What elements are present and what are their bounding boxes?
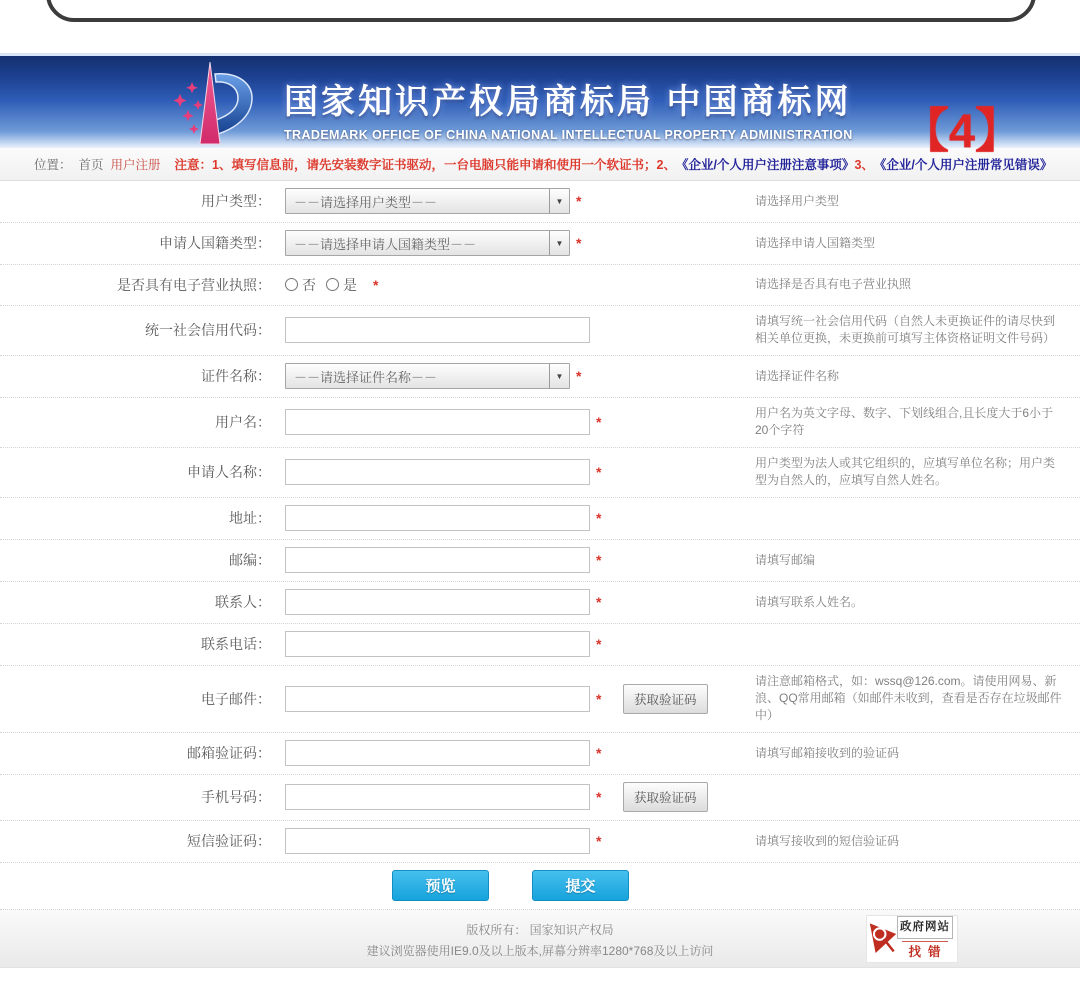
chevron-down-icon: ▼ [549,189,569,213]
ebl-hint: 请选择是否具有电子营业执照 [755,277,912,291]
mobile-input[interactable] [285,784,590,810]
username-hint: 用户名为英文字母、数字、下划线组合,且长度大于6小于20个字符 [755,406,1054,437]
email-input[interactable] [285,686,590,712]
nationality-type-select[interactable] [285,230,570,256]
common-errors-link[interactable]: 《企业/个人用户注册常见错误》 [873,158,1053,172]
required-star: * [596,594,602,610]
trademark-office-logo-icon [166,60,258,146]
form-actions [0,863,1080,910]
contact-phone-label: 联系电话： [201,636,271,652]
contact-person-label: 联系人： [215,594,271,610]
form-row-email [0,666,1080,733]
badge-find-error-label: 找错 [902,941,947,963]
applicant-name-label: 申请人名称： [187,464,271,480]
address-label: 地址： [229,510,271,526]
preview-button[interactable]: 预览 [392,870,489,901]
gov-error-report-badge[interactable] [866,915,958,963]
form-row-email-code [0,733,1080,775]
sms-code-label: 短信验证码： [187,833,271,849]
required-star: * [596,833,602,849]
browser-advice-text: 建议浏览器使用IE9.0及以上版本,屏幕分辨率1280*768及以上访问 [366,944,714,958]
form-row-credit-code [0,306,1080,356]
registration-notes-link[interactable]: 《企业/个人用户注册注意事项》 [675,158,855,172]
cert-name-label: 证件名称： [201,368,271,384]
user-type-label: 用户类型： [201,193,271,209]
form-row-mobile [0,775,1080,821]
required-star: * [596,789,602,805]
contact-person-hint: 请填写联系人姓名。 [755,594,864,609]
site-banner [0,56,1080,157]
footer [0,910,1080,968]
required-star: * [596,464,602,480]
nationality-type-label: 申请人国籍类型： [159,235,271,251]
postcode-input[interactable] [285,547,590,573]
ebl-radio-yes-label: 是 [343,276,357,293]
required-star: * [596,636,602,652]
contact-phone-input[interactable] [285,631,590,657]
nationality-type-select-value: －－请选择申请人国籍类型－－ [294,236,477,252]
page-subtitle: TRADEMARK OFFICE OF CHINA NATIONAL INTELLECTUAL PROPERTY ADMINISTRATION [284,128,853,142]
ebl-radio-yes[interactable] [326,278,339,291]
cert-name-hint: 请选择证件名称 [755,368,840,383]
ebl-label: 是否具有电子营业执照： [117,276,271,293]
get-sms-code-button[interactable]: 获取验证码 [623,782,708,812]
email-hint: 请注意邮箱格式，如：wssq@126.com。请使用网易、新浪、QQ常用邮箱（如邮件未收到，查看是否存在垃圾邮件中） [755,674,1062,722]
nationality-type-hint: 请选择申请人国籍类型 [755,235,876,250]
postcode-hint: 请填写邮编 [755,552,816,567]
chevron-down-icon: ▼ [549,231,569,255]
email-code-hint: 请填写邮箱接收到的验证码 [755,745,900,760]
required-star: * [596,552,602,568]
credit-code-input[interactable] [285,317,590,343]
form-row-cert-name [0,356,1080,398]
browser-window-frame-remnant [46,0,1036,22]
form-row-contact-person [0,582,1080,624]
form-row-user-type [0,181,1080,223]
notice-text-1: 注意：1、填写信息前，请先安装数字证书驱动，一台电脑只能申请和使用一个软证书；2、 [174,158,676,172]
form-row-postcode [0,540,1080,582]
ebl-radio-no[interactable] [285,278,298,291]
form-row-ebl [0,265,1080,306]
credit-code-hint: 请填写统一社会信用代码（自然人未更换证件的请尽快到相关单位更换，未更换前可填写主体资格证明文件号码） [755,314,1056,345]
form-row-contact-phone [0,624,1080,666]
user-type-select[interactable] [285,188,570,214]
ebl-radio-no-label: 否 [302,276,316,293]
required-star: * [596,414,602,430]
form-row-username [0,398,1080,448]
user-type-hint: 请选择用户类型 [755,193,840,208]
get-email-code-button[interactable]: 获取验证码 [623,684,708,714]
notice-text-2: 3、 [854,158,874,172]
required-star: * [596,745,602,761]
annotation-marker-4: 【4】 [901,104,1022,157]
required-star: * [576,368,582,384]
breadcrumb-current-page: 用户注册 [110,158,161,172]
applicant-name-hint: 用户类型为法人或其它组织的，应填写单位名称；用户类型为自然人的，应填写自然人姓名。 [755,456,1056,487]
email-code-input[interactable] [285,740,590,766]
form-row-sms-code [0,821,1080,863]
chevron-down-icon: ▼ [549,364,569,388]
contact-person-input[interactable] [285,589,590,615]
copyright-text: 版权所有： 国家知识产权局 [466,923,614,937]
badge-gov-site-label: 政府网站 [897,916,953,939]
flag-magnifier-icon [869,918,897,960]
sms-code-input[interactable] [285,828,590,854]
cert-name-select[interactable] [285,363,570,389]
applicant-name-input[interactable] [285,459,590,485]
username-input[interactable] [285,409,590,435]
required-star: * [596,510,602,526]
sms-code-hint: 请填写接收到的短信验证码 [755,833,900,848]
required-star: * [596,690,602,707]
email-code-label: 邮箱验证码： [187,745,271,761]
mobile-label: 手机号码： [201,789,271,805]
required-star: * [576,193,582,209]
breadcrumb-location-label: 位置： [34,158,72,172]
cert-name-select-value: －－请选择证件名称－－ [294,369,438,385]
registration-form [0,181,1080,910]
postcode-label: 邮编： [229,552,271,568]
address-input[interactable] [285,505,590,531]
page-title: 国家知识产权局商标局 中国商标网 [284,83,852,121]
submit-button[interactable]: 提交 [532,870,629,901]
required-star: * [576,235,582,251]
username-label: 用户名： [215,414,271,430]
user-type-select-value: －－请选择用户类型－－ [294,194,438,210]
form-row-address [0,498,1080,540]
breadcrumb-home-link[interactable]: 首页 [78,158,104,172]
credit-code-label: 统一社会信用代码： [145,322,271,338]
required-star: * [373,276,379,293]
form-row-nationality-type [0,223,1080,265]
form-row-applicant-name [0,448,1080,498]
email-label: 电子邮件： [201,690,271,707]
